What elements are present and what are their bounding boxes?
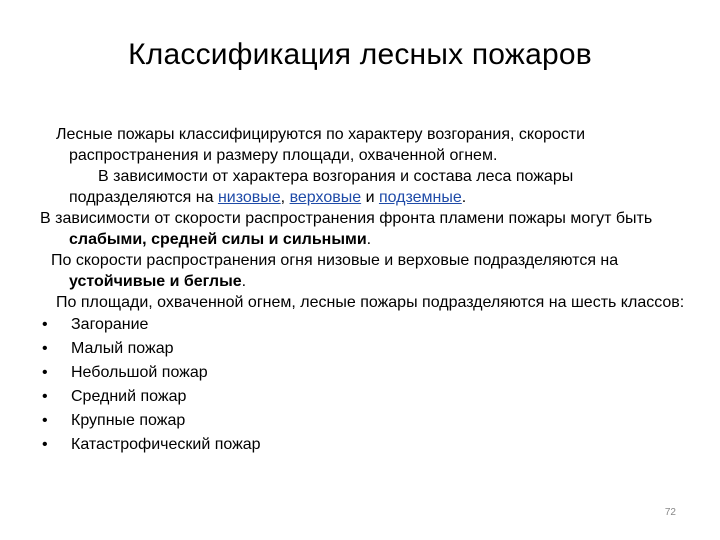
list-item-label: Загорание bbox=[71, 316, 149, 333]
paragraph-intro: Лесные пожары классифицируются по характеру возгорания, скорости распространения и размеру площади, охваченной огнем. bbox=[56, 126, 586, 164]
paragraph-fire-speed-end: . bbox=[241, 273, 247, 290]
bullet-icon: • bbox=[42, 364, 48, 381]
paragraph-fire-speed-bold: устойчивые и беглые bbox=[69, 273, 242, 290]
paragraph-character-end: . bbox=[461, 189, 467, 206]
list-item bbox=[40, 385, 690, 409]
paragraph-fire-speed bbox=[40, 250, 690, 292]
bullet-icon: • bbox=[42, 340, 48, 357]
paragraph-speed-end: . bbox=[366, 231, 372, 248]
list-item bbox=[40, 409, 690, 433]
bullet-icon: • bbox=[42, 436, 48, 453]
list-item bbox=[40, 313, 690, 337]
link-verkhovye[interactable]: верховые bbox=[289, 189, 362, 206]
bullet-icon: • bbox=[42, 388, 48, 405]
list-item-label: Небольшой пожар bbox=[71, 364, 208, 381]
paragraph-character-text: В зависимости от характера возгорания и состава леса пожары подразделяются на bbox=[69, 168, 574, 206]
link-podzemnye[interactable]: подземные bbox=[378, 189, 462, 206]
list-item-label: Средний пожар bbox=[71, 388, 187, 405]
paragraph-character bbox=[40, 166, 690, 208]
link-nizovye[interactable]: низовые bbox=[217, 189, 281, 206]
list-item-label: Малый пожар bbox=[71, 340, 174, 357]
separator-1: , bbox=[280, 189, 290, 206]
slide-body bbox=[40, 124, 690, 457]
list-item-label: Катастрофический пожар bbox=[71, 436, 261, 453]
list-item bbox=[40, 433, 690, 457]
list-item bbox=[40, 337, 690, 361]
list-item bbox=[40, 361, 690, 385]
page-number: 72 bbox=[664, 507, 676, 518]
paragraph-speed bbox=[40, 208, 690, 250]
slide-title: Классификация лесных пожаров bbox=[128, 38, 592, 71]
paragraph-fire-speed-text: По скорости распространения огня низовые и верховые подразделяются на bbox=[51, 252, 619, 269]
paragraph-speed-bold: слабыми, средней силы и сильными bbox=[69, 231, 367, 248]
fire-class-list bbox=[40, 313, 690, 457]
paragraph-area: По площади, охваченной огнем, лесные пожары подразделяются на шесть классов: bbox=[56, 294, 685, 311]
bullet-icon: • bbox=[42, 316, 48, 333]
paragraph-speed-text: В зависимости от скорости распространения фронта пламени пожары могут быть bbox=[40, 210, 653, 227]
separator-2: и bbox=[361, 189, 379, 206]
bullet-icon: • bbox=[42, 412, 48, 429]
list-item-label: Крупные пожар bbox=[71, 412, 186, 429]
